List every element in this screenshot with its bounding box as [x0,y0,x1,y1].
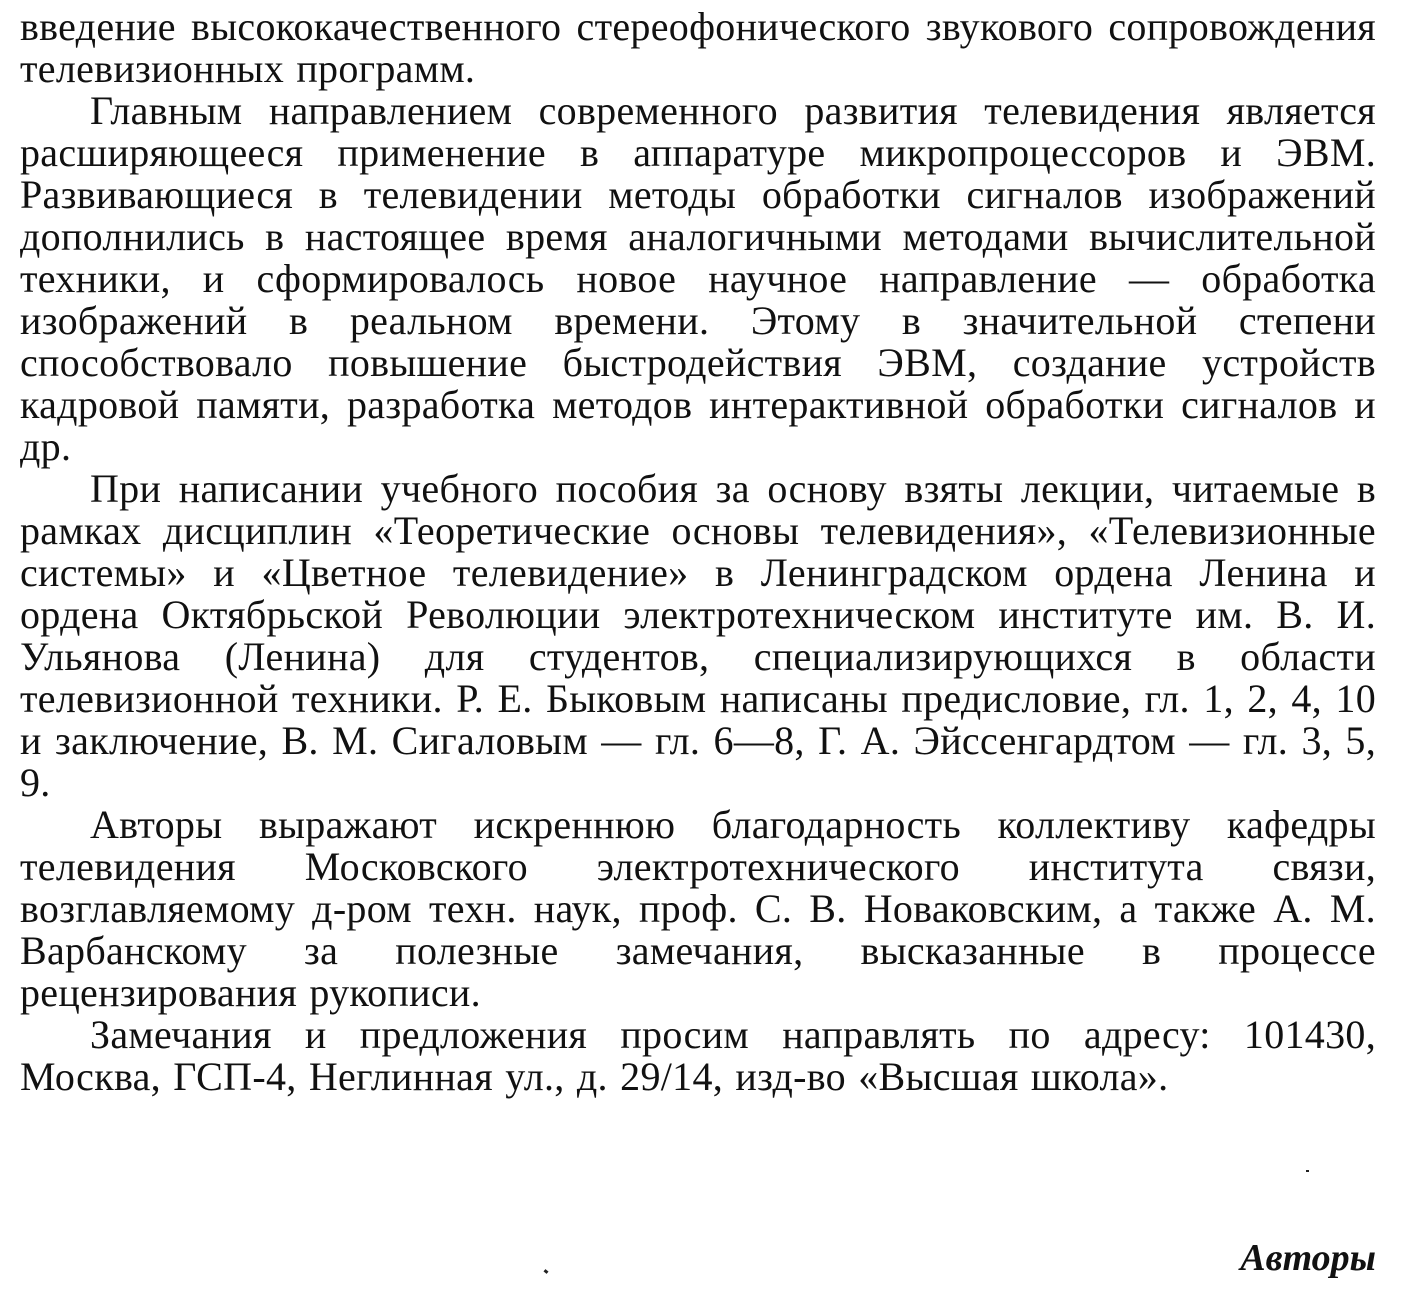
paragraph-textbook-basis: При написании учебного пособия за основу взяты лекции, читаемые в рамках дисциплин «Теоретические основы телевидения», «Телевизионные системы» и «Цветное телевидение» в Ленинградском ордена Ленина и ордена Октябрьской Революции электротехническом институте им. В. И. Ульянова (Ленина) для студентов, специализирующихся в области телевизионной техники. Р. Е. Быковым написаны предисловие, гл. 1, 2, 4, 10 и заключение, В. М. Сигаловым — гл. 6—8, Г. А. Эйссенгардтом — гл. 3, 5, 9. [20,466,1376,805]
paragraph-feedback-address: Замечания и предложения просим направлять по адресу: 101430, Москва, ГСП-4, Неглинная ул., д. 29/14, изд-во «Высшая школа». [20,1012,1376,1099]
paragraph-modern-development: Главным направлением современного развития телевидения является расширяющееся применение в аппаратуре микропроцессоров и ЭВМ. Развивающиеся в телевидении методы обработки сигналов изображений дополнились в настоящее время аналогичными методами вычислительной техники, и сформировалось новое научное направление — обработка изображений в реальном времени. Этому в значительной степени способствовало повышение быстродействия ЭВМ, создание устройств кадровой памяти, разработка методов интерактивной обработки сигналов и др. [20,88,1376,469]
signature-authors: Авторы [1240,1237,1376,1279]
print-speck [544,1269,549,1274]
paragraph-continuation: введение высококачественного стереофонического звукового сопровождения телевизионных программ. [20,4,1376,91]
print-speck [1306,1170,1309,1172]
paragraph-acknowledgements: Авторы выражают искреннюю благодарность коллективу кафедры телевидения Московского электротехнического института связи, возглавляемому д-ром техн. наук, проф. С. В. Новаковским, а также А. М. Варбанскому за полезные замечания, высказанные в процессе рецензирования рукописи. [20,802,1376,1015]
document-page [20,6,1376,1098]
